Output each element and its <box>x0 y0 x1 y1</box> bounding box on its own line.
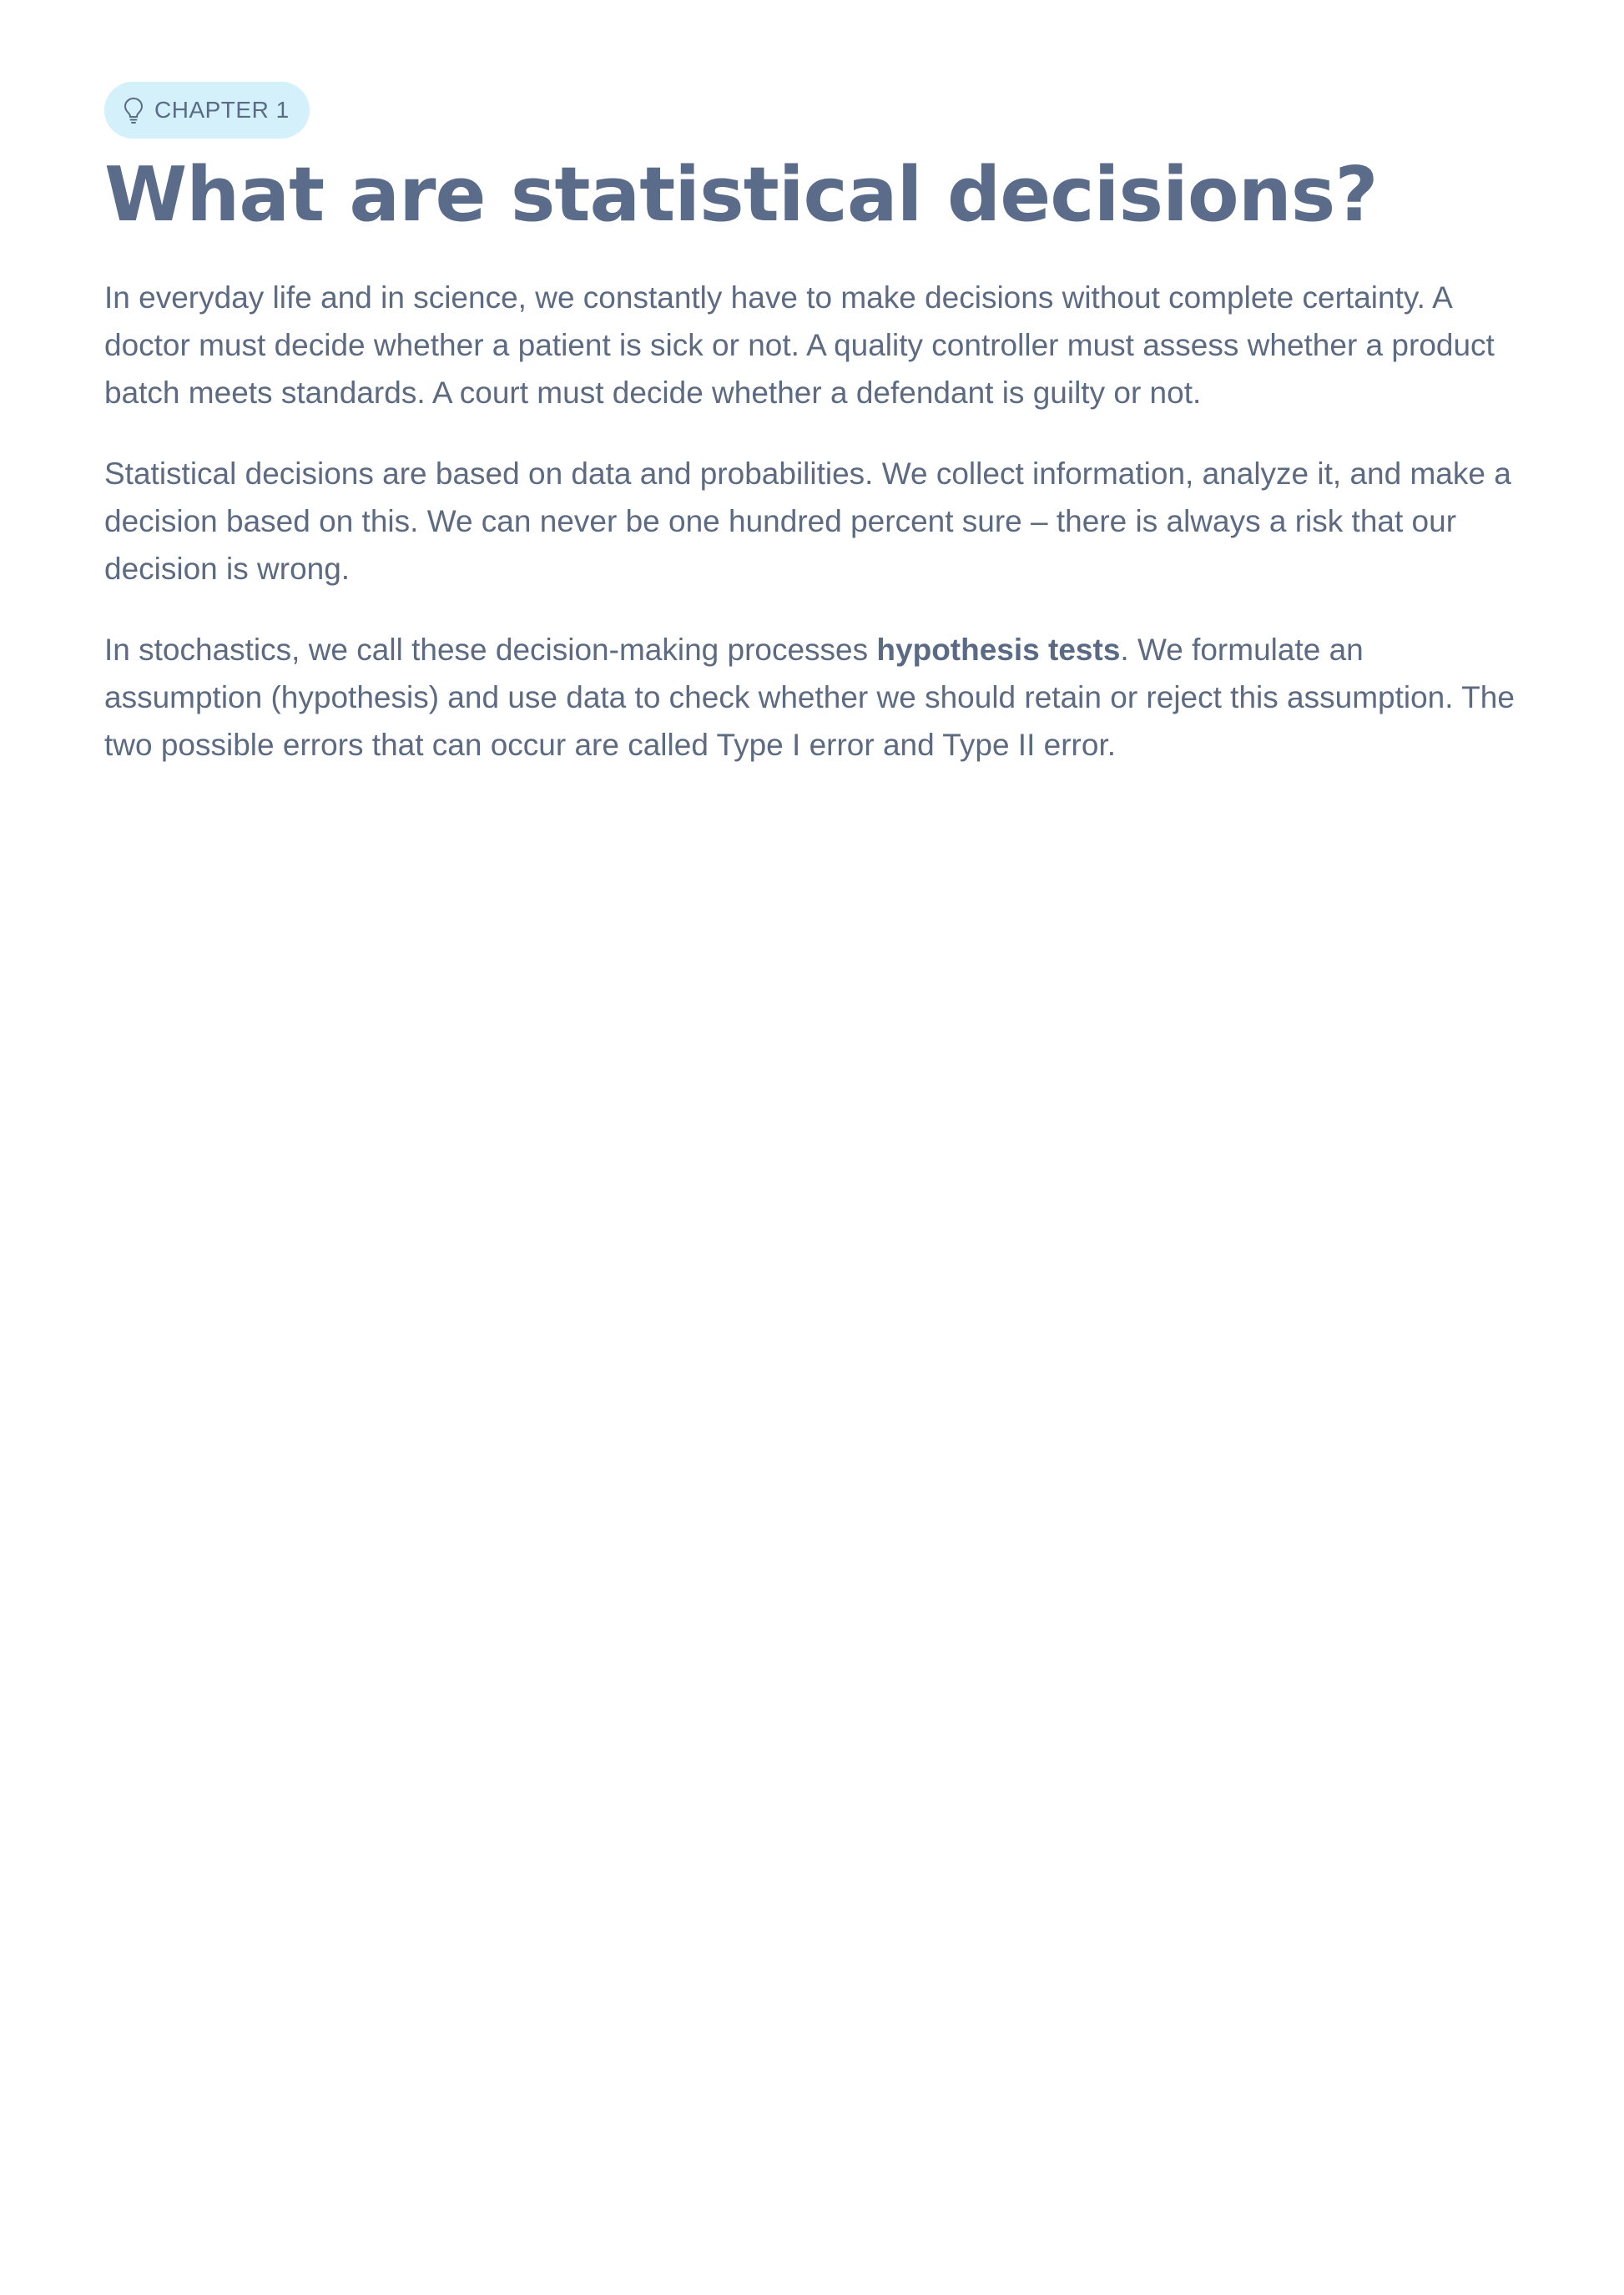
chapter-label: CHAPTER 1 <box>154 97 290 123</box>
page-title: What are statistical decisions? <box>104 151 1378 239</box>
hypothesis-tests-term: hypothesis tests <box>876 632 1121 667</box>
paragraph-1: In everyday life and in science, we constantly have to make decisions without complete certainty. A doctor must decide whether a patient is sick or not. A quality controller must assess whether a product batch meets standards. A court must decide whether a defendant is guilty or not. <box>104 280 1495 410</box>
chapter-badge <box>104 82 310 139</box>
paragraph-2: Statistical decisions are based on data and probabilities. We collect information, analyze it, and make a decision based on this. We can never be one hundred percent sure – there is always a risk that our decision is wrong. <box>104 456 1511 586</box>
chapter-content <box>104 82 1523 802</box>
lightbulb-icon <box>123 96 144 124</box>
paragraph-3-rest: . We formulate an assumption (hypothesis) and use data to check whether we should retain or reject this assumption. The two possible errors that can occur are called Type I error and Type II error. <box>104 632 1515 762</box>
paragraph-3 <box>104 626 1523 769</box>
body-text <box>104 274 1523 769</box>
paragraph-3-intro: In stochastics, we call these decision-making processes <box>104 632 877 667</box>
